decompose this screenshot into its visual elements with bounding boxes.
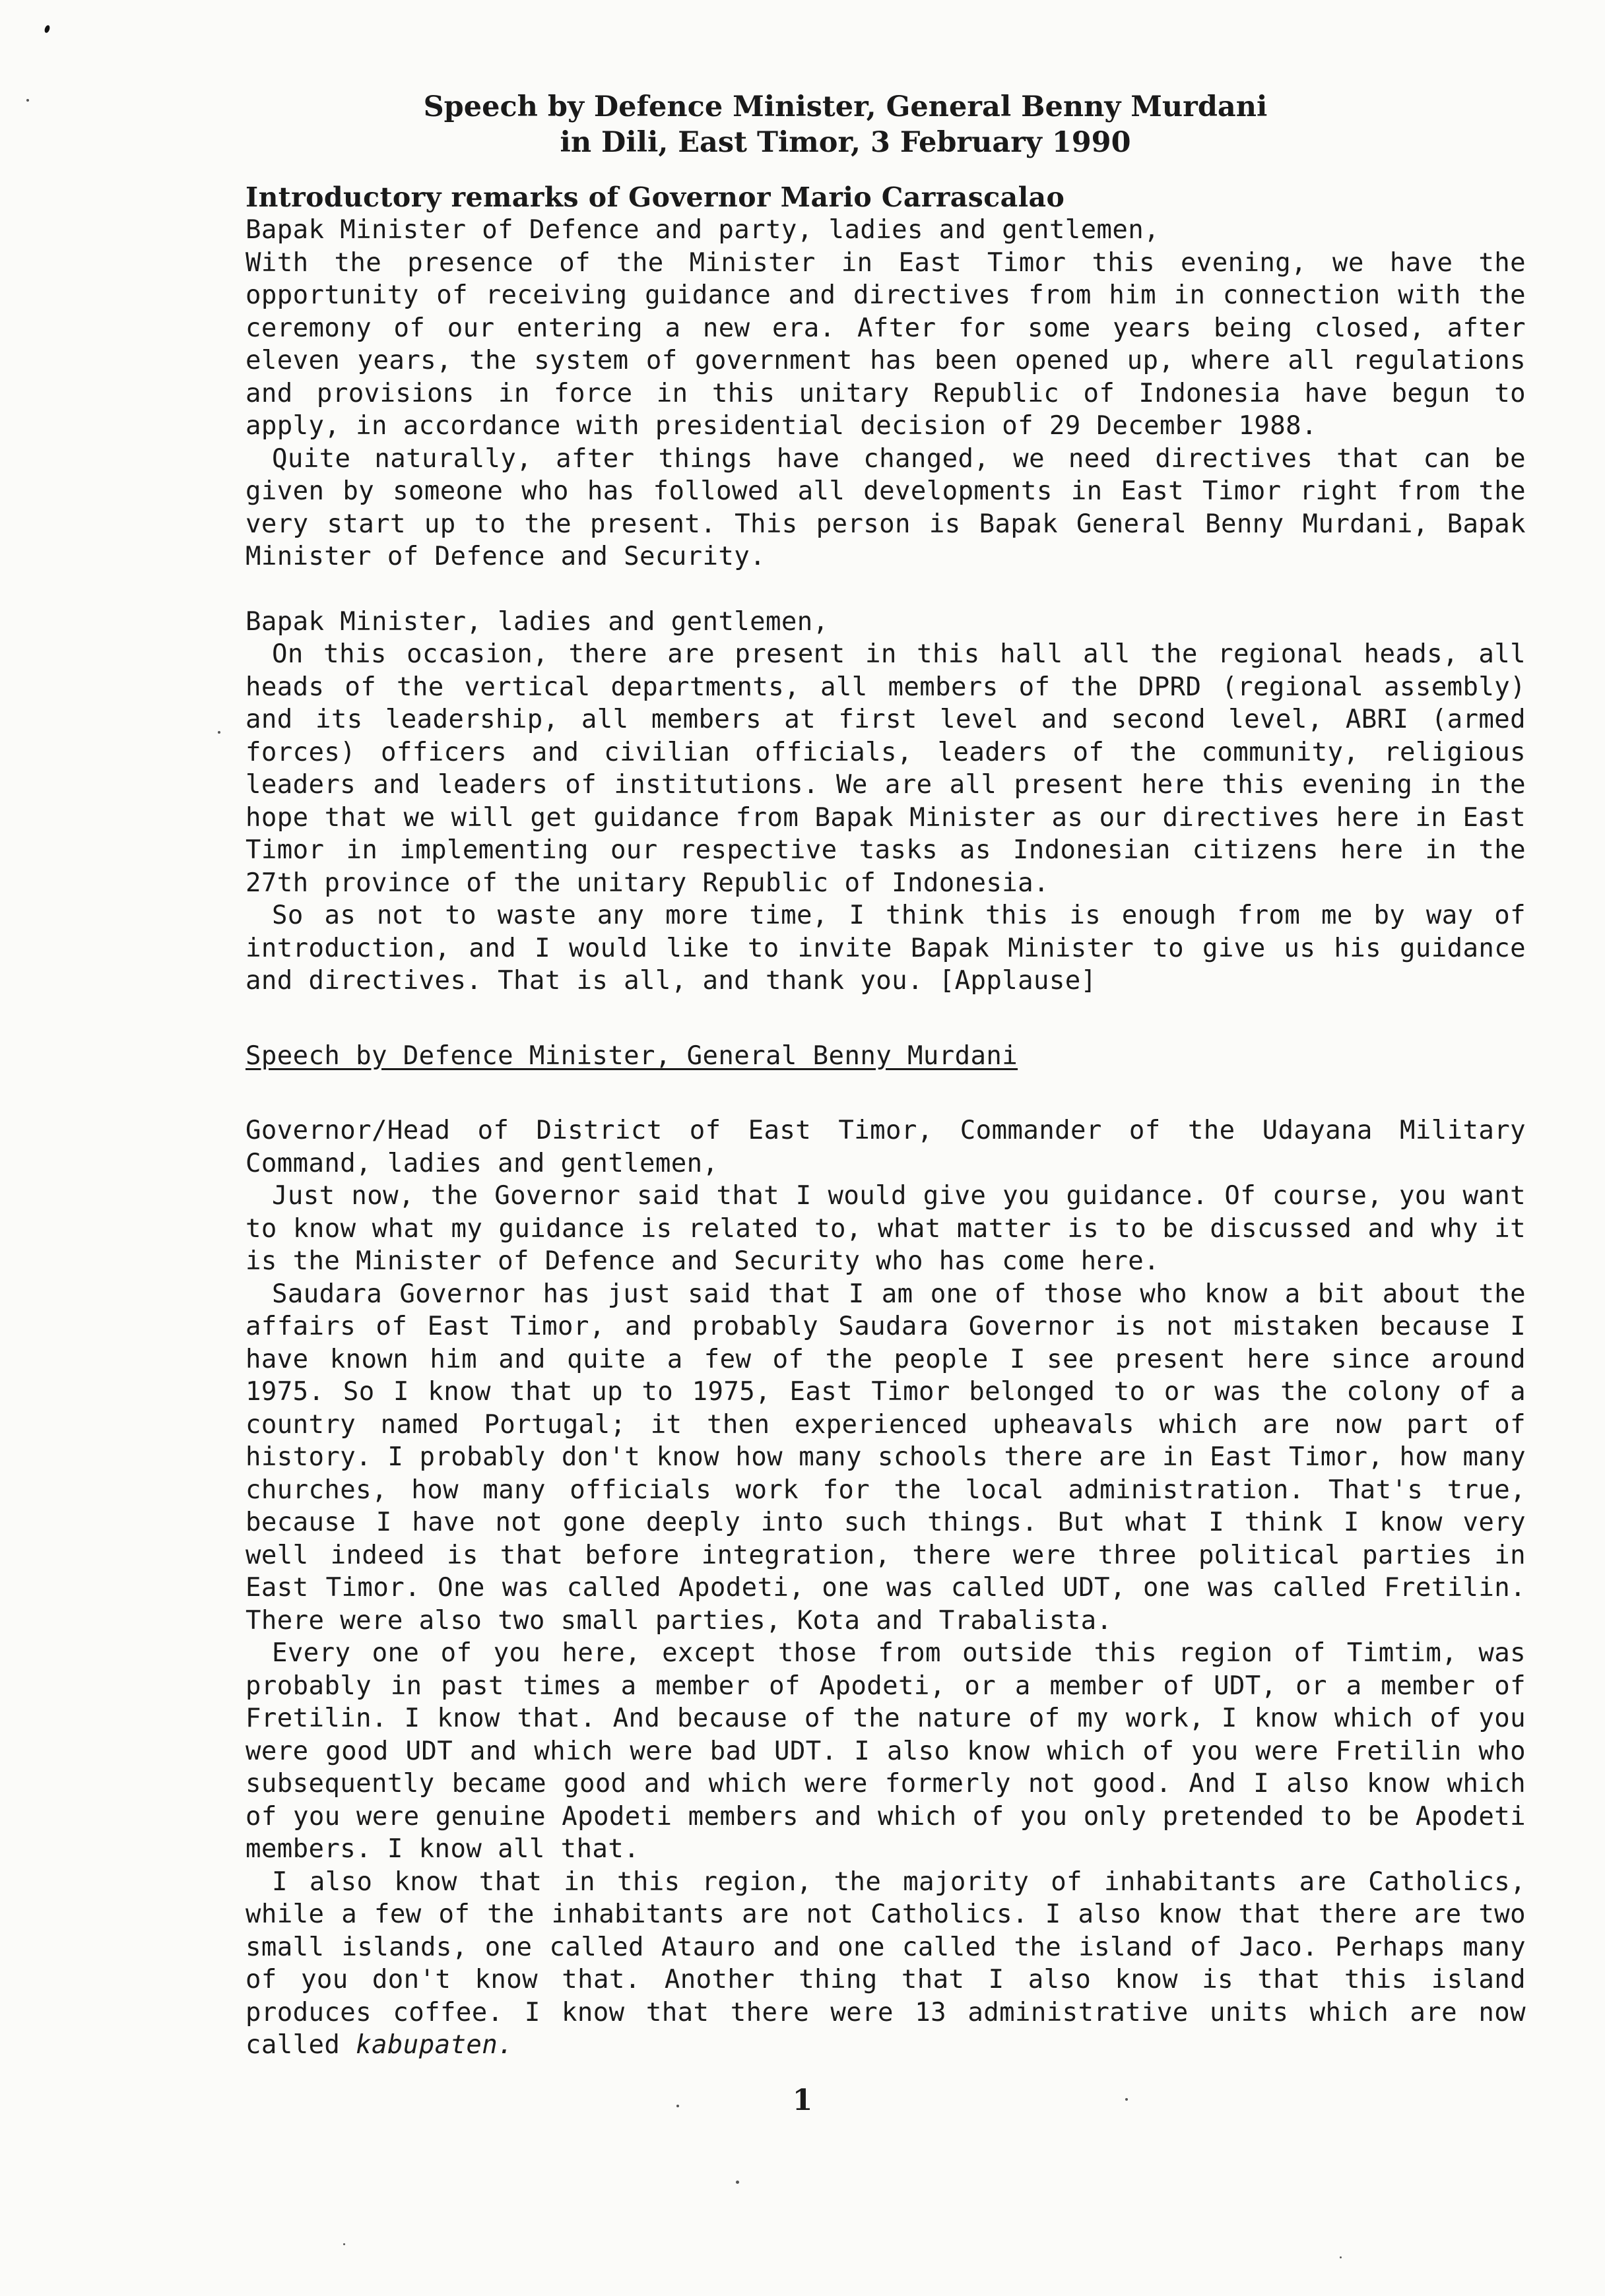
speech-salutation: Governor/Head of District of East Timor, Commander of the Udayana Military Command, ladies and gentlemen, xyxy=(246,1116,1526,1178)
intro-salutation: Bapak Minister of Defence and party, ladies and gentlemen, xyxy=(246,215,1160,245)
italic-term: kabupaten. xyxy=(356,2030,513,2060)
paragraph-gap xyxy=(246,1072,1526,1114)
document-title xyxy=(0,89,1605,160)
page-number: 1 xyxy=(792,2084,813,2117)
speech-paragraph: Every one of you here, except those from outside this region of Timtim, was probably in past times a member of Apodeti, or a member of UDT, or a member of Fretilin. I know that. And because of the nature of my work, I know which of you were good UDT and which were bad UDT. I also know which of you were Fretilin who subsequently became good and which were formerly not good. And I also know which of you were genuine Apodeti members and which of you only pretended to be Apodeti members. I know all that. xyxy=(246,1638,1526,1864)
intro-paragraph: Quite naturally, after things have changed, we need directives that can be given by someone who has followed all developments in East Timor right from the very start up to the present. This person is Bapak General Benny Murdani, Bapak Minister of Defence and Security. xyxy=(246,443,1526,571)
title-line-1: Speech by Defence Minister, General Benny Murdani xyxy=(423,90,1268,123)
speech-paragraph-last xyxy=(246,1866,1526,2062)
scan-speck xyxy=(1125,2098,1128,2101)
speech-paragraph: Saudara Governor has just said that I am one of those who know a bit about the affairs of East Timor, and probably Saudara Governor is not mistaken because I have known him and quite a few of the people I see present here since around 1975. So I know that up to 1975, East Timor belonged to or was the colony of a country named Portugal; it then experienced upheavals which are now part of history. I probably don't know how many schools there are in East Timor, how many churches, how many officials work for the local administration. That's true, because I have not gone deeply into such things. But what I think I know very well indeed is that before integration, there were three political parties in East Timor. One was called Apodeti, one was called UDT, one was called Fretilin. There were also two small parties, Kota and Trabalista. xyxy=(246,1279,1526,1636)
scan-speck xyxy=(676,2105,679,2107)
speech-paragraph-text: I also know that in this region, the majority of inhabitants are Catholics, while a few of the inhabitants are not Catholics. I also know that there are two small islands, one called Atauro and one called the island of Jaco. Perhaps many of you don't know that. Another thing that I also know is that this island produces coffee. I know that there were 13 administrative units which are now called xyxy=(246,1866,1526,2060)
scan-speck xyxy=(26,99,29,102)
scan-speck xyxy=(736,2181,739,2184)
speech-paragraph: Just now, the Governor said that I would give you guidance. Of course, you want to know what my guidance is related to, what matter is to be discussed and why it is the Minister of Defence and Security who has come here. xyxy=(246,1181,1526,1276)
intro-salutation-2: Bapak Minister, ladies and gentlemen, xyxy=(246,606,829,637)
speech-heading: Speech by Defence Minister, General Benny Murdani xyxy=(246,1040,1018,1071)
scan-speck xyxy=(343,2243,345,2245)
scan-speck xyxy=(44,24,51,34)
scan-speck xyxy=(218,731,220,734)
intro-paragraph: With the presence of the Minister in East Timor this evening, we have the opportunity of receiving guidance and directives from him in connection with the ceremony of our entering a new era. After for some years being closed, after eleven years, the system of government has been opened up, where all regulations and provisions in force in this unitary Republic of Indonesia have begun to apply, in accordance with presidential decision of 29 December 1988. xyxy=(246,247,1526,441)
title-line-2: in Dili, East Timor, 3 February 1990 xyxy=(560,126,1131,159)
intro-paragraph: So as not to waste any more time, I think this is enough from me by way of introduction, and I would like to invite Bapak Minister to give us his guidance and directives. That is all, and thank you. [Applause] xyxy=(246,901,1526,996)
intro-paragraph: On this occasion, there are present in this hall all the regional heads, all heads of the vertical departments, all members of the DPRD (regional assembly) and its leadership, all members at first level and second level, ABRI (armed forces) officers and civilian officials, leaders of the community, religious leaders and leaders of institutions. We are all present here this evening in the hope that we will get guidance from Bapak Minister as our directives here in East Timor in implementing our respective tasks as Indonesian citizens here in the 27th province of the unitary Republic of Indonesia. xyxy=(246,639,1526,898)
paragraph-gap xyxy=(246,573,1526,606)
scan-speck xyxy=(1340,2256,1342,2258)
paragraph-gap xyxy=(246,998,1526,1040)
document-body xyxy=(246,181,1526,2062)
intro-heading: Introductory remarks of Governor Mario Carrascalao xyxy=(246,181,1065,213)
